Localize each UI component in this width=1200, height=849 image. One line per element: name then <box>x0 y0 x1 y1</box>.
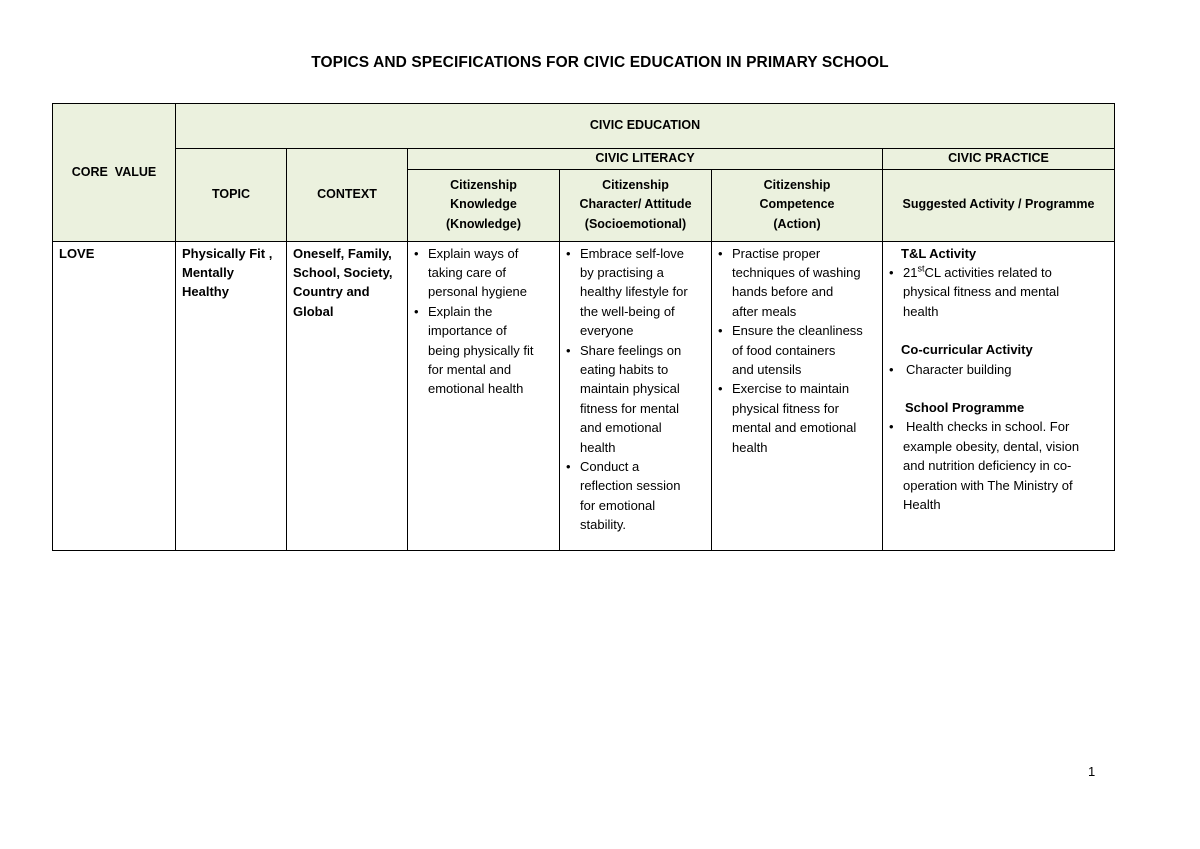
bullet-line: techniques of washing <box>732 264 861 280</box>
list-item <box>718 321 876 379</box>
context-line: Oneself, Family, <box>293 245 392 261</box>
list-item <box>889 360 1108 379</box>
competence-cell <box>712 241 883 550</box>
bullet-line: • Health checks in school. For <box>906 419 1070 435</box>
bullet-line: emotional health <box>428 381 524 397</box>
bullet-line: importance of <box>428 323 507 339</box>
bullet-line: and emotional <box>580 420 662 436</box>
list-item <box>889 417 1108 514</box>
bullet-line: • Share feelings on <box>580 342 682 358</box>
bullet-line: example obesity, dental, vision <box>903 438 1080 454</box>
bullet-line: of food containers <box>732 342 836 358</box>
bullet-line: physical fitness and mental <box>903 284 1060 300</box>
topic-line: Mentally <box>182 264 235 280</box>
context-header: CONTEXT <box>287 149 408 242</box>
bullet-line: • Explain ways of <box>428 245 519 261</box>
core-value-cell: LOVE <box>53 241 176 550</box>
competence-header <box>712 169 883 241</box>
school-programme-heading: School Programme <box>905 399 1025 415</box>
list-item <box>414 302 553 399</box>
bullet-line: hands before and <box>732 284 834 300</box>
list-item <box>566 341 705 457</box>
bullet-line: personal hygiene <box>428 284 528 300</box>
bullet-line: and nutrition deficiency in co- <box>903 458 1072 474</box>
table-row <box>53 241 1115 550</box>
cocurricular-heading: Co-curricular Activity <box>901 342 1033 358</box>
bullet-line: health <box>732 439 768 455</box>
competence-header-line: (Action) <box>773 216 821 231</box>
page-title: TOPICS AND SPECIFICATIONS FOR CIVIC EDUCATION IN PRIMARY SCHOOL <box>311 54 889 71</box>
suggested-activity-header: Suggested Activity / Programme <box>883 169 1115 241</box>
bullet-line: taking care of <box>428 264 507 280</box>
bullet-line: • Conduct a <box>580 458 640 474</box>
bullet-line: everyone <box>580 323 634 339</box>
competence-header-line: Competence <box>759 197 835 212</box>
bullet-line <box>903 263 1108 282</box>
knowledge-header-line: Knowledge <box>450 197 517 212</box>
bullet-line: physical fitness for <box>732 400 839 416</box>
context-cell <box>287 241 408 550</box>
knowledge-header <box>408 169 560 241</box>
bullet-line: • Embrace self-love <box>580 245 685 261</box>
bullet-line: healthy lifestyle for <box>580 284 688 300</box>
civic-literacy-header: CIVIC LITERACY <box>408 149 883 170</box>
bullet-line: fitness for mental <box>580 400 679 416</box>
list-item <box>889 263 1108 321</box>
bullet-line: health <box>580 439 616 455</box>
bullet-line: • Practise proper <box>732 245 821 261</box>
tl-activity-heading: T&L Activity <box>901 245 977 261</box>
knowledge-header-line: (Knowledge) <box>446 216 521 231</box>
context-line: Country and <box>293 284 370 300</box>
context-line: School, Society, <box>293 264 393 280</box>
bullet-line: for emotional <box>580 497 656 513</box>
bullet-line: maintain physical <box>580 381 680 397</box>
bullet-line: • Ensure the cleanliness <box>732 323 863 339</box>
topic-line: Physically Fit , <box>182 245 273 261</box>
list-item <box>566 457 705 535</box>
topic-cell <box>176 241 287 550</box>
bullet-line: and utensils <box>732 361 802 377</box>
list-item <box>718 379 876 457</box>
bullet-line: by practising a <box>580 264 664 280</box>
character-header-line: (Socioemotional) <box>584 216 687 231</box>
ordinal-number: 21 <box>903 264 918 280</box>
bullet-line: the well-being of <box>580 303 675 319</box>
context-line: Global <box>293 303 334 319</box>
bullet-line: reflection session <box>580 478 681 494</box>
bullet-line: • Explain the <box>428 303 493 319</box>
practice-cell <box>883 241 1115 550</box>
bullet-line: operation with The Ministry of <box>903 477 1073 493</box>
list-item <box>414 244 553 302</box>
competence-header-line: Citizenship <box>763 177 831 192</box>
page-number: 1 <box>1088 764 1096 779</box>
spacer <box>889 379 1108 398</box>
bullet-text: CL activities related to <box>924 264 1052 280</box>
bullet-line: being physically fit <box>428 342 534 358</box>
topic-line: Healthy <box>182 284 229 300</box>
bullet-line: • Exercise to maintain <box>732 381 850 397</box>
topic-header: TOPIC <box>176 149 287 242</box>
bullet-line: • Character building <box>906 361 1012 377</box>
bullet-line: eating habits to <box>580 361 669 377</box>
bullet-line: for mental and <box>428 361 512 377</box>
core-value-header: CORE VALUE <box>53 104 176 242</box>
character-header-line: Character/ Attitude <box>579 197 692 212</box>
civic-education-header: CIVIC EDUCATION <box>176 104 1115 149</box>
ordinal-suffix: st <box>917 263 925 274</box>
list-item <box>718 244 876 322</box>
bullet-line: after meals <box>732 303 797 319</box>
list-item <box>566 244 705 341</box>
bullet-line: mental and emotional <box>732 420 857 436</box>
character-header <box>560 169 712 241</box>
civic-education-table <box>52 103 1115 551</box>
knowledge-cell <box>408 241 560 550</box>
civic-practice-header: CIVIC PRACTICE <box>883 149 1115 170</box>
character-header-line: Citizenship <box>602 177 669 192</box>
knowledge-header-line: Citizenship <box>450 177 517 192</box>
character-cell <box>560 241 712 550</box>
bullet-line: health <box>903 303 939 319</box>
bullet-line: Health <box>903 496 941 512</box>
bullet-line: stability. <box>580 517 626 533</box>
spacer <box>889 321 1108 340</box>
